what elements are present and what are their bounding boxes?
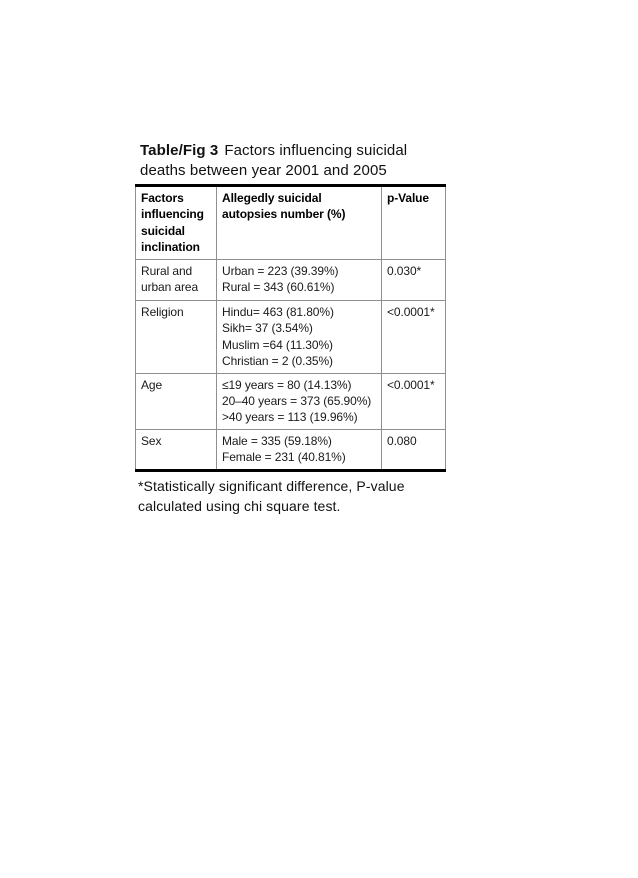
figure-title <box>135 141 446 181</box>
factors-table <box>135 184 446 472</box>
factor-cell: Rural and urban area <box>136 260 217 301</box>
table-row <box>136 373 446 429</box>
factor-cell: Sex <box>136 429 217 470</box>
header-autopsies: Allegedly suicidal autopsies number (%) <box>217 186 382 260</box>
value-line: Rural = 343 (60.61%) <box>222 280 335 295</box>
table-row <box>136 260 446 301</box>
value-line: Male = 335 (59.18%) <box>222 433 332 448</box>
value-line: >40 years = 113 (19.96%) <box>222 410 358 425</box>
values-cell <box>217 373 382 429</box>
value-line: 20–40 years = 373 (65.90%) <box>222 394 372 409</box>
figure-caption: Factors influencing suicidal deaths between year 2001 and 2005 <box>140 142 408 179</box>
header-factors: Factors influencing suicidal inclination <box>136 186 217 260</box>
table-row <box>136 429 446 470</box>
value-line: ≤19 years = 80 (14.13%) <box>222 377 352 392</box>
pvalue-cell: 0.030* <box>382 260 446 301</box>
figure-label: Table/Fig 3 <box>140 142 219 159</box>
table-header-row <box>136 186 446 260</box>
pvalue-cell: <0.0001* <box>382 373 446 429</box>
value-line: Urban = 223 (39.39%) <box>222 264 339 278</box>
value-line: Hindu= 463 (81.80%) <box>222 305 334 319</box>
values-cell <box>217 429 382 470</box>
value-line: Muslim =64 (11.30%) <box>222 337 333 352</box>
table-figure <box>135 141 446 517</box>
pvalue-cell: 0.080 <box>382 429 446 470</box>
values-cell <box>217 260 382 301</box>
factor-cell: Religion <box>136 301 217 374</box>
factor-cell: Age <box>136 373 217 429</box>
pvalue-cell: <0.0001* <box>382 301 446 374</box>
value-line: Sikh= 37 (3.54%) <box>222 321 313 336</box>
header-pvalue: p-Value <box>382 186 446 260</box>
value-line: Christian = 2 (0.35%) <box>222 354 333 369</box>
table-row <box>136 301 446 374</box>
value-line: Female = 231 (40.81%) <box>222 450 346 465</box>
table-footnote: *Statistically significant difference, P-value calculated using chi square test. <box>138 477 405 515</box>
values-cell <box>217 301 382 374</box>
